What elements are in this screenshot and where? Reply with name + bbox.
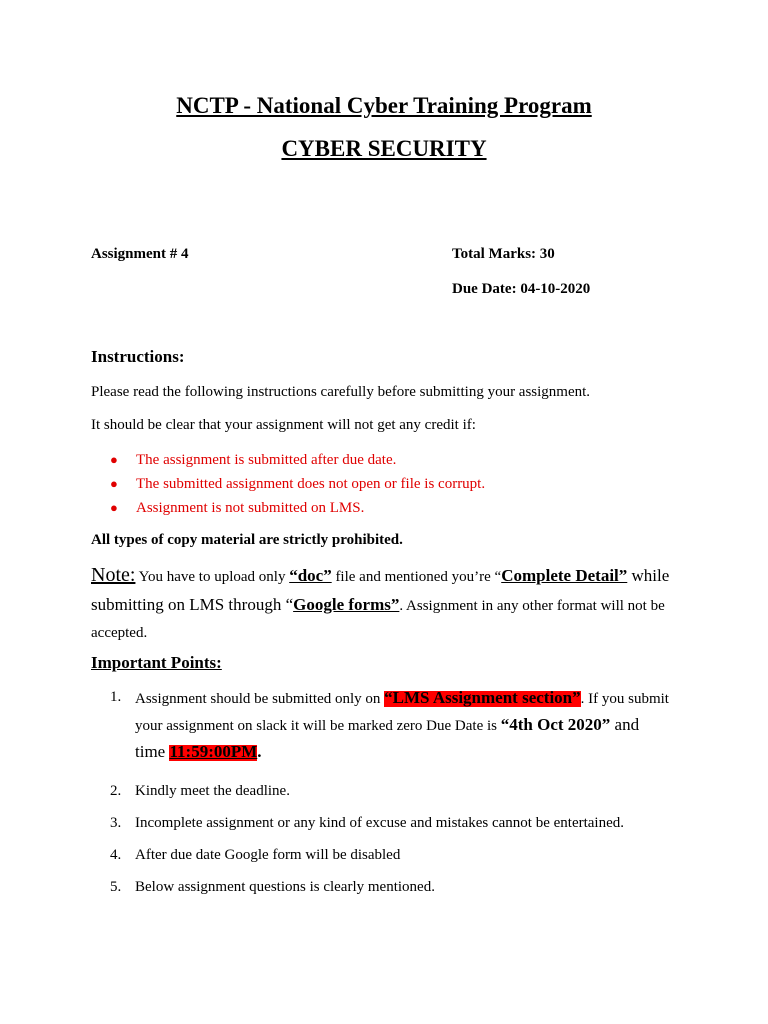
item-text: Below assignment questions is clearly mentioned.	[135, 879, 435, 895]
bullet-icon: ●	[110, 452, 118, 467]
list-item	[110, 498, 485, 522]
total-marks: Total Marks: 30	[452, 246, 555, 262]
important-points-list	[110, 685, 670, 898]
item-text: Kindly meet the deadline.	[135, 783, 290, 799]
note-text: while submitting on LMS through “	[91, 566, 670, 614]
item-number: 3.	[110, 815, 122, 831]
due-date: Due Date: 04-10-2020	[452, 281, 591, 297]
item-text: .	[257, 742, 262, 761]
instructions-line-1: Please read the following instructions carefully before submitting your assignment.	[91, 384, 591, 400]
note-complete-detail: Complete Detail”	[501, 566, 628, 585]
list-item	[110, 844, 670, 866]
bullet-icon: ●	[110, 500, 118, 515]
due-date-highlight: “4th Oct 2020”	[500, 715, 611, 734]
important-points-heading: Important Points:	[91, 653, 222, 672]
note-paragraph	[91, 562, 691, 647]
bullet-text: Assignment is not submitted on LMS.	[136, 500, 365, 516]
note-text: . Assignment in any other format will not be accepted.	[91, 598, 665, 641]
list-item	[110, 876, 670, 898]
note-label: Note:	[91, 564, 136, 586]
lms-section-highlight: “LMS Assignment section”	[384, 688, 581, 707]
item-number: 5.	[110, 879, 122, 895]
credit-conditions-list	[110, 450, 485, 522]
instructions-heading: Instructions:	[91, 347, 185, 366]
prohibited-notice: All types of copy material are strictly prohibited.	[91, 532, 403, 548]
instructions-line-2: It should be clear that your assignment will not get any credit if:	[91, 417, 476, 433]
note-text: You have to upload only	[135, 569, 290, 585]
item-text: Incomplete assignment or any kind of excuse and mistakes cannot be entertained.	[135, 815, 625, 831]
bullet-text: The assignment is submitted after due date.	[136, 452, 397, 468]
due-time-highlight: 11:59:00PM	[169, 742, 258, 761]
list-item	[110, 450, 485, 474]
document-subtitle: CYBER SECURITY	[281, 136, 487, 161]
item-number: 2.	[110, 783, 122, 799]
list-item	[110, 474, 485, 498]
item-number: 4.	[110, 847, 122, 863]
item-text: and time	[135, 715, 640, 761]
item-text: . If you submit your assignment on slack it will be marked zero Due Date is	[135, 691, 669, 734]
bullet-text: The submitted assignment does not open or file is corrupt.	[136, 476, 486, 492]
note-doc: “doc”	[289, 566, 332, 585]
note-text: file and mentioned you’re “	[331, 569, 502, 585]
assignment-number: Assignment # 4	[91, 246, 189, 262]
item-text: Assignment should be submitted only on	[135, 691, 385, 707]
item-text: After due date Google form will be disabled	[135, 847, 401, 863]
document-title: NCTP - National Cyber Training Program	[176, 93, 592, 118]
list-item	[110, 685, 670, 766]
bullet-icon: ●	[110, 476, 118, 491]
list-item	[110, 780, 670, 802]
item-number: 1.	[110, 689, 122, 705]
note-google-forms: Google forms”	[293, 595, 400, 614]
list-item	[110, 812, 670, 834]
